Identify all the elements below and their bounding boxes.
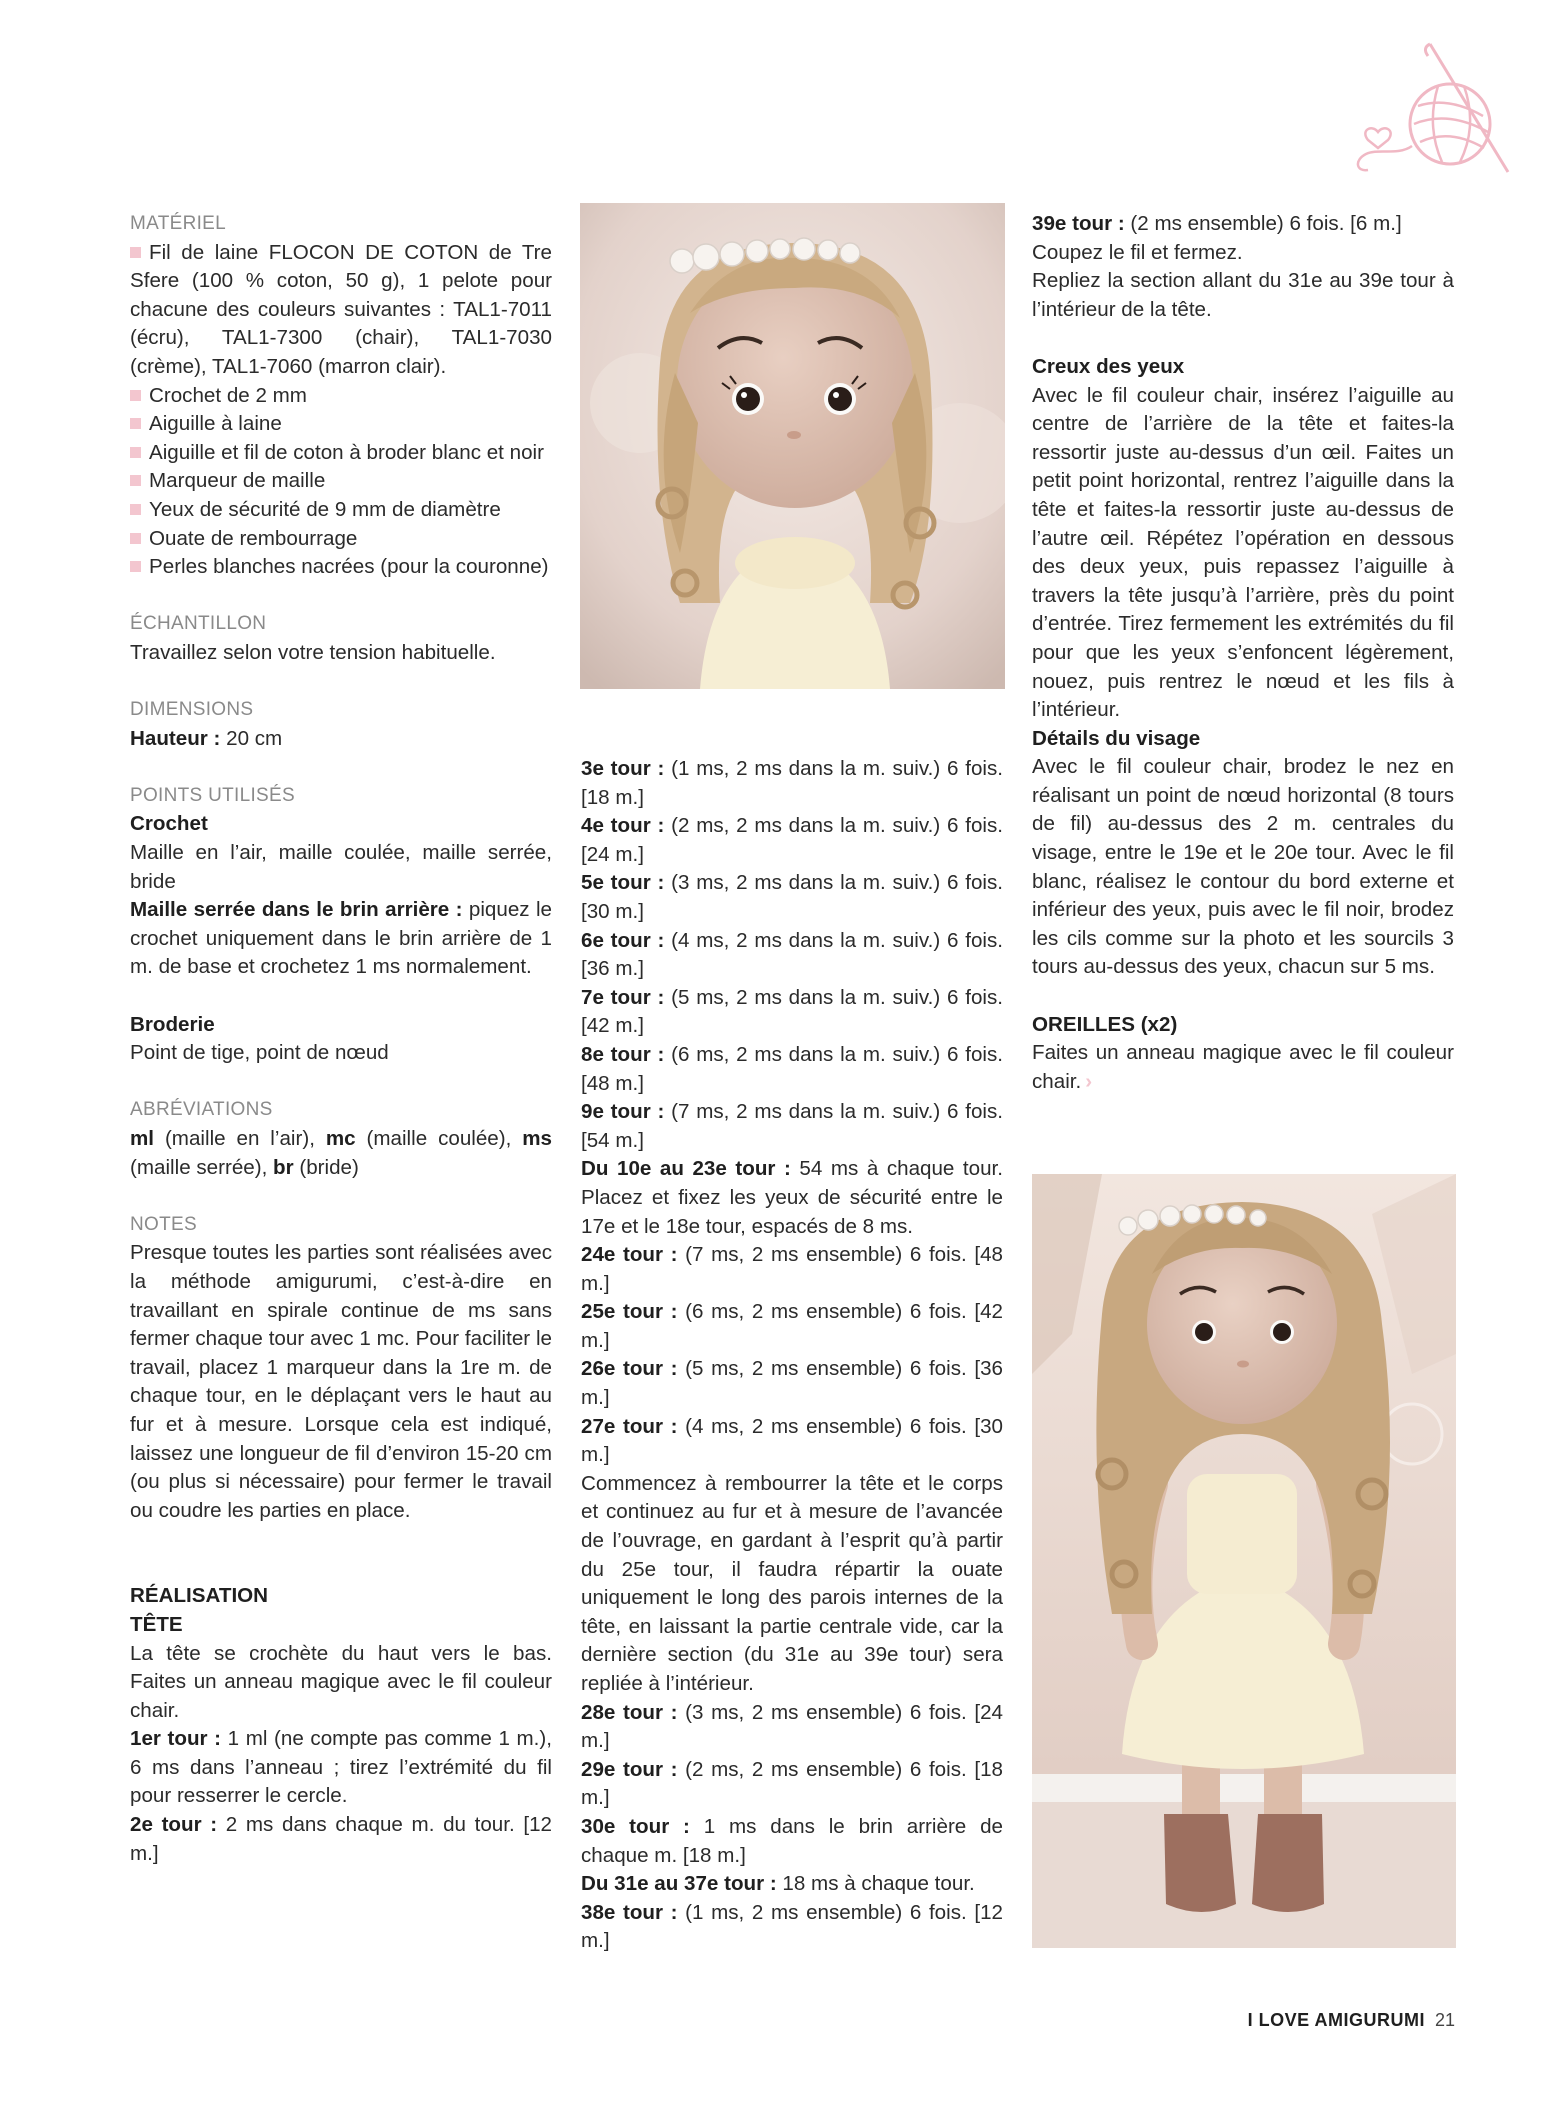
doll-full-photo <box>1032 1174 1456 1948</box>
row-instruction: Du 10e au 23e tour : 54 ms à chaque tour. Placez et fixez les yeux de sécurité entre le 17e et le 18e tour, espacés de 8 ms. <box>581 1157 1003 1238</box>
crochet-text: Maille en l’air, maille coulée, maille serrée, bride <box>130 841 552 893</box>
row-instruction: 3e tour : (1 ms, 2 ms dans la m. suiv.) 6 fois. [18 m.] <box>581 757 1003 809</box>
bullet-icon <box>130 447 141 458</box>
materiel-item: Marqueur de maille <box>130 467 552 496</box>
row-instruction: 6e tour : (4 ms, 2 ms dans la m. suiv.) 6 fois. [36 m.] <box>581 928 1003 981</box>
row-instruction: 24e tour : (7 ms, 2 ms ensemble) 6 fois. [48 m.] <box>581 1243 1003 1295</box>
row-instruction: 2e tour : 2 ms dans chaque m. du tour. [12 m.] <box>130 1813 552 1865</box>
echantillon-text: Travaillez selon votre tension habituelle. <box>130 640 496 664</box>
page-number: 21 <box>1434 2010 1455 2030</box>
tete-intro: La tête se crochète du haut vers le bas. Faites un anneau magique avec le fil couleur chair. <box>130 1641 552 1722</box>
row-instruction: 39e tour : (2 ms ensemble) 6 fois. [6 m.] <box>1032 212 1402 235</box>
materiel-heading: MATÉRIEL <box>130 213 227 234</box>
yarn-ball-logo-icon <box>1338 36 1518 176</box>
creux-title: Creux des yeux <box>1032 354 1185 378</box>
materiel-item: Aiguille et fil de coton à broder blanc et noir <box>130 439 552 468</box>
materiel-item: Aiguille à laine <box>130 410 552 439</box>
bullet-icon <box>130 247 141 258</box>
row-instruction: 8e tour : (6 ms, 2 ms dans la m. suiv.) 6 fois. [48 m.] <box>581 1042 1003 1095</box>
realisation-heading: RÉALISATION <box>130 1584 269 1608</box>
abreviations-list: ml (maille en l’air), mc (maille coulée), ms (maille serrée), br (bride) <box>130 1127 552 1179</box>
broderie-text: Point de tige, point de nœud <box>130 1041 389 1065</box>
bullet-icon <box>130 390 141 401</box>
msba-definition: Maille serrée dans le brin arrière : piquez le crochet uniquement dans le brin arrière de 1 m. de base et crochetez 1 ms normalement. <box>130 898 552 979</box>
broderie-title: Broderie <box>130 1012 215 1036</box>
points-heading: POINTS UTILISÉS <box>130 784 295 806</box>
abreviations-heading: ABRÉVIATIONS <box>130 1099 273 1121</box>
bullet-icon <box>130 533 141 544</box>
creux-text: Avec le fil couleur chair, insérez l’aiguille au centre de l’arrière de la tête et faites-la ressortir juste au-dessus d’un œil. Faites un petit point horizontal, rentrez l’aiguille dans la tête et faites-la ressortir juste au-dessus de l’autre œil. Répétez l’opération en dessous des deux yeux, puis repassez l’aiguille à travers la tête jusqu’à l’arrière, près du point d’entrée. Tirez fermement les extrémités du fil pour que les yeux s’enfoncent légèrement, nouez, puis rentrez le nœud et les fils à l’intérieur. <box>1032 383 1454 722</box>
stuffing-note: Commencez à rembourrer la tête et le corps et continuez au fur et à mesure de l’avancée de l’ouvrage, en gardant à l’esprit qu’à partir du 25e tour, il faudra répartir la ouate uniquement le long des parois internes de la tête, en laissant la partie centrale vide, car la dernière section (du 31e au 39e tour) sera repliée à l’intérieur. <box>581 1471 1003 1695</box>
doll-head-photo <box>580 203 1005 689</box>
dimensions-heading: DIMENSIONS <box>130 699 254 721</box>
materiel-item: Crochet de 2 mm <box>130 382 552 411</box>
row-instruction: 1er tour : 1 ml (ne compte pas comme 1 m.), 6 ms dans l’anneau ; tirez l’extrémité du fil pour resserrer le cercle. <box>130 1727 552 1808</box>
row-instruction: 26e tour : (5 ms, 2 ms ensemble) 6 fois. [36 m.] <box>581 1357 1003 1410</box>
bullet-icon <box>130 475 141 486</box>
row-instruction: 9e tour : (7 ms, 2 ms dans la m. suiv.) 6 fois. [54 m.] <box>581 1100 1003 1152</box>
bullet-icon <box>130 504 141 515</box>
row-instruction: 28e tour : (3 ms, 2 ms ensemble) 6 fois. [24 m.] <box>581 1700 1003 1753</box>
materiel-item: Fil de laine FLOCON DE COTON de Tre Sfere (100 % coton, 50 g), 1 pelote pour chacune des couleurs suivantes : TAL1-7011 (écru), TAL1-7300 (chair), TAL1-7030 (crème), TAL1-7060 (marron clair). <box>130 240 552 378</box>
row-instruction: 38e tour : (1 ms, 2 ms ensemble) 6 fois. [12 m.] <box>581 1900 1003 1953</box>
row-instruction: 4e tour : (2 ms, 2 ms dans la m. suiv.) 6 fois. [24 m.] <box>581 814 1003 866</box>
row-instruction: 7e tour : (5 ms, 2 ms dans la m. suiv.) 6 fois. [42 m.] <box>581 985 1003 1038</box>
notes-heading: NOTES <box>130 1213 197 1235</box>
row-instruction: 30e tour : 1 ms dans le brin arrière de chaque m. [18 m.] <box>581 1814 1003 1867</box>
row-instruction: 5e tour : (3 ms, 2 ms dans la m. suiv.) 6 fois. [30 m.] <box>581 871 1003 923</box>
notes-text: Presque toutes les parties sont réalisées avec la méthode amigurumi, c’est-à-dire en travaillant en spirale continue de ms sans fermer chaque tour avec 1 mc. Pour faciliter le travail, placez 1 marqueur dans la 1re m. de chaque tour, en le déplaçant vers le haut au fur et à mesure. Lorsque cela est indiqué, laissez une longueur de fil d’environ 15-20 cm (ou plus si nécessaire) pour fermer le travail ou coudre les parties en place. <box>130 1241 552 1522</box>
cut-instruction: Coupez le fil et fermez. <box>1032 240 1243 264</box>
visage-text: Avec le fil couleur chair, brodez le nez en réalisant un point de nœud horizontal (8 tours de fil) au-dessus des 2 m. centrales du visage, entre le 19e et le 20e tour. Avec le fil blanc, réalisez le contour du bord externe et inférieur des yeux, puis avec le fil noir, brodez les cils comme sur la photo et les sourcils 3 tours au-dessus des yeux, chacun sur 5 ms. <box>1032 755 1454 979</box>
row-instruction: 25e tour : (6 ms, 2 ms ensemble) 6 fois. [42 m.] <box>581 1300 1003 1352</box>
crochet-title: Crochet <box>130 812 208 836</box>
magazine-name: I LOVE AMIGURUMI <box>1247 2010 1425 2030</box>
dimensions-height: Hauteur : 20 cm <box>130 726 283 750</box>
oreilles-text: Faites un anneau magique avec le fil couleur chair. › <box>1032 1041 1454 1093</box>
materiel-item: Perles blanches nacrées (pour la couronne) <box>130 553 552 582</box>
visage-title: Détails du visage <box>1032 726 1201 750</box>
continue-arrow-icon: › <box>1085 1069 1093 1093</box>
page-footer <box>1248 2010 1455 2031</box>
column-3 <box>1032 210 1454 1096</box>
fold-instruction: Repliez la section allant du 31e au 39e tour à l’intérieur de la tête. <box>1032 269 1454 321</box>
tete-title: TÊTE <box>130 1612 183 1636</box>
row-instruction: Du 31e au 37e tour : 18 ms à chaque tour. <box>581 1872 975 1896</box>
materiel-item: Yeux de sécurité de 9 mm de diamètre <box>130 496 552 525</box>
oreilles-title: OREILLES (x2) <box>1032 1012 1178 1036</box>
materiel-item: Ouate de rembourrage <box>130 525 552 554</box>
bullet-icon <box>130 418 141 429</box>
bullet-icon <box>130 561 141 572</box>
column-2 <box>581 755 1003 1956</box>
row-instruction: 29e tour : (2 ms, 2 ms ensemble) 6 fois. [18 m.] <box>581 1757 1003 1810</box>
row-instruction: 27e tour : (4 ms, 2 ms ensemble) 6 fois. [30 m.] <box>581 1414 1003 1467</box>
column-1 <box>130 210 552 1868</box>
echantillon-heading: ÉCHANTILLON <box>130 613 267 635</box>
